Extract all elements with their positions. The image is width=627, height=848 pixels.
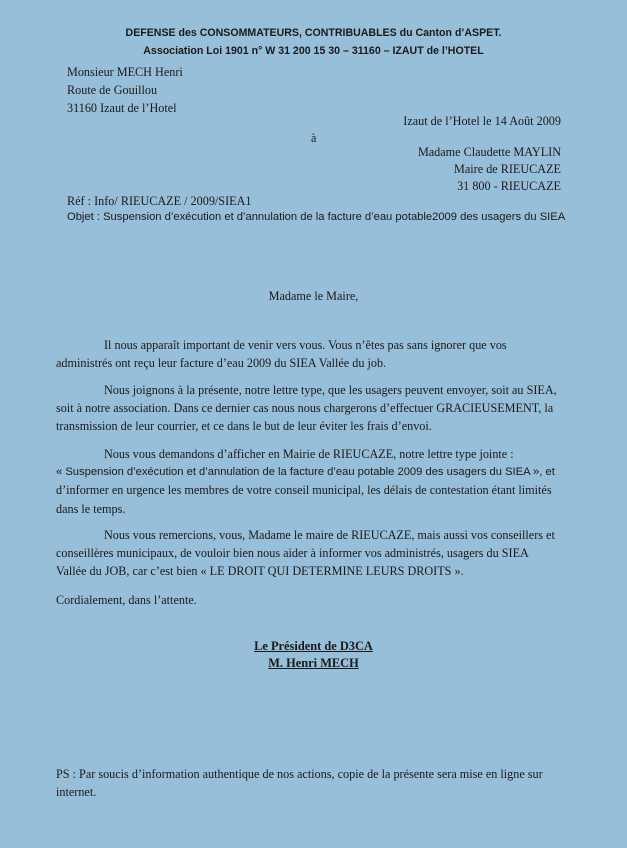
paragraph-2 bbox=[56, 381, 596, 436]
sender-city: 31160 Izaut de l’Hotel bbox=[67, 101, 177, 115]
paragraph-line: Nous joignons à la présente, notre lettre type, que les usagers peuvent envoyer, soit au SIEA, bbox=[104, 383, 557, 397]
paragraph-line: Vallée du JOB, car c’est bien « LE DROIT QUI DETERMINE LEURS DROITS ». bbox=[56, 564, 464, 579]
sender-name: Monsieur MECH Henri bbox=[67, 65, 183, 79]
place-date: Izaut de l’Hotel le 14 Août 2009 bbox=[403, 114, 561, 128]
recipient-city: 31 800 - RIEUCAZE bbox=[457, 179, 561, 193]
to-word: à bbox=[311, 131, 317, 145]
sender-street: Route de Gouillou bbox=[67, 83, 158, 97]
subject: Objet : Suspension d’exécution et d’annulation de la facture d’eau potable2009 des usagers du SIEA bbox=[67, 211, 566, 223]
paragraph-line: soit à notre association. Dans ce dernier cas nous nous chargerons d’effectuer GRACIEUSEMENT, la bbox=[56, 401, 554, 416]
signature-name: M. Henri MECH bbox=[268, 656, 359, 670]
letterhead-line-2: Association Loi 1901 n° W 31 200 15 30 – 31160 – IZAUT de l’HOTEL bbox=[143, 45, 484, 57]
paragraph-line: transmission de leur courrier, et ce dans le but de leur éviter les frais d’envoi. bbox=[56, 419, 432, 434]
paragraph-1 bbox=[56, 336, 596, 372]
paragraph-line-quote: « Suspension d’exécution et d’annulation de la facture d’eau potable 2009 des usagers du SIEA », et bbox=[56, 466, 555, 479]
paragraph-4 bbox=[56, 526, 596, 581]
paragraph-line: d’informer en urgence les membres de votre conseil municipal, les délais de contestation étant limités bbox=[56, 483, 552, 498]
paragraph-3 bbox=[56, 445, 596, 518]
paragraph-line: conseillères municipaux, de vouloir bien nous aider à informer vos administrés, usagers du SIEA bbox=[56, 546, 529, 561]
recipient-title: Maire de RIEUCAZE bbox=[454, 162, 561, 176]
recipient-name: Madame Claudette MAYLIN bbox=[417, 145, 561, 159]
paragraph-line: Il nous apparaît important de venir vers vous. Vous n’êtes pas sans ignorer que vos bbox=[104, 338, 507, 352]
postscript-line: PS : Par soucis d’information authentique de nos actions, copie de la présente sera mise en ligne sur bbox=[56, 767, 543, 781]
letterhead-line-1: DEFENSE des CONSOMMATEURS, CONTRIBUABLES du Canton d’ASPET. bbox=[125, 27, 502, 39]
closing: Cordialement, dans l’attente. bbox=[56, 593, 197, 607]
reference: Réf : Info/ RIEUCAZE / 2009/SIEA1 bbox=[67, 194, 252, 208]
paragraph-line: Nous vous remercions, vous, Madame le maire de RIEUCAZE, mais aussi vos conseillers et bbox=[104, 528, 555, 542]
paragraph-line: Nous vous demandons d’afficher en Mairie de RIEUCAZE, notre lettre type jointe : bbox=[104, 447, 514, 461]
postscript bbox=[56, 765, 596, 801]
paragraph-line: dans le temps. bbox=[56, 501, 126, 516]
signature-title: Le Président de D3CA bbox=[254, 639, 373, 653]
postscript-line: internet. bbox=[56, 785, 97, 800]
paragraph-line: administrés ont reçu leur facture d’eau 2009 du SIEA Vallée du job. bbox=[56, 356, 387, 371]
salutation: Madame le Maire, bbox=[268, 289, 359, 303]
